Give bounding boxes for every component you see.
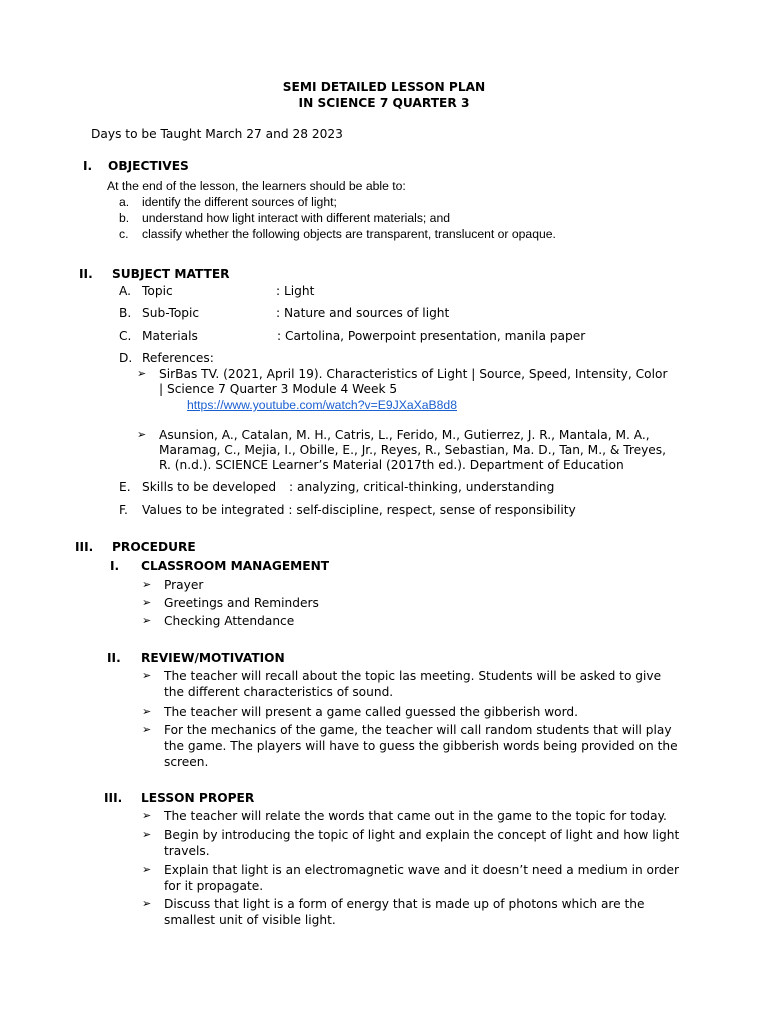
skills-letter: E. — [119, 480, 131, 494]
reference-1-line1: SirBas TV. (2021, April 19). Characteristics of Light | Source, Speed, Intensity, Color — [159, 367, 668, 381]
skills-label: Skills to be developed — [142, 480, 277, 494]
review-item-3-line2: the game. The players will have to guess the gibberish words being provided on the — [164, 739, 678, 753]
reference-2-line1: Asunsion, A., Catalan, M. H., Catris, L., Ferido, M., Gutierrez, J. R., Mantala, M. A., — [159, 428, 650, 442]
review-heading: REVIEW/MOTIVATION — [141, 651, 285, 665]
arrow-bullet-icon: ➢ — [142, 723, 152, 736]
lesson-proper-heading: LESSON PROPER — [141, 791, 255, 805]
arrow-bullet-icon: ➢ — [142, 809, 152, 822]
arrow-bullet-icon: ➢ — [137, 428, 147, 441]
procedure-numeral: III. — [75, 540, 94, 554]
arrow-bullet-icon: ➢ — [142, 828, 152, 841]
objective-letter: a. — [119, 195, 130, 209]
lesson-item-4-line2: smallest unit of visible light. — [164, 913, 336, 927]
classroom-item: Checking Attendance — [164, 614, 295, 628]
lesson-proper-numeral: III. — [104, 791, 123, 805]
classroom-item: Prayer — [164, 578, 204, 592]
references-letter: D. — [119, 351, 133, 365]
document-title-line1: SEMI DETAILED LESSON PLAN — [282, 80, 486, 94]
topic-value: : Light — [276, 284, 315, 298]
lesson-item-2-line1: Begin by introducing the topic of light and explain the concept of light and how light — [164, 828, 680, 842]
lesson-item-4-line1: Discuss that light is a form of energy that is made up of photons which are the — [164, 897, 645, 911]
arrow-bullet-icon: ➢ — [142, 669, 152, 682]
materials-value: : Cartolina, Powerpoint presentation, manila paper — [277, 329, 586, 343]
days-to-be-taught: Days to be Taught March 27 and 28 2023 — [91, 127, 343, 141]
arrow-bullet-icon: ➢ — [142, 705, 152, 718]
reference-2-line3: R. (n.d.). SCIENCE Learner’s Material (2017th ed.). Department of Education — [159, 458, 624, 472]
topic-label: Topic — [142, 284, 173, 298]
values-text: Values to be integrated : self-discipline, respect, sense of responsibility — [142, 503, 576, 517]
subject-matter-heading: SUBJECT MATTER — [112, 267, 230, 281]
review-item-3-line1: For the mechanics of the game, the teacher will call random students that will play — [164, 723, 672, 737]
topic-letter: A. — [119, 284, 131, 298]
reference-1-line2: | Science 7 Quarter 3 Module 4 Week 5 — [159, 382, 398, 396]
objectives-numeral: I. — [83, 159, 93, 173]
review-item-3-line3: screen. — [164, 755, 209, 769]
objective-letter: b. — [119, 211, 130, 225]
objectives-heading: OBJECTIVES — [108, 159, 189, 173]
objective-item: classify whether the following objects are transparent, translucent or opaque. — [142, 227, 556, 241]
document-title-line2: IN SCIENCE 7 QUARTER 3 — [298, 96, 470, 110]
objective-letter: c. — [119, 227, 129, 241]
subject-matter-numeral: II. — [79, 267, 93, 281]
classroom-management-heading: CLASSROOM MANAGEMENT — [141, 559, 330, 573]
reference-2-line2: Maramag, C., Mejia, I., Obille, E., Jr., Reyes, R., Sebastian, Ma. D., Tan, M., & Treyes, — [159, 443, 667, 457]
lesson-item-1: The teacher will relate the words that came out in the game to the topic for today. — [164, 809, 667, 823]
reference-1-link[interactable]: https://www.youtube.com/watch?v=E9JXaXaB8d8 — [187, 398, 457, 412]
procedure-heading: PROCEDURE — [112, 540, 196, 554]
references-label: References: — [142, 351, 214, 365]
subtopic-letter: B. — [119, 306, 132, 320]
materials-label: Materials — [142, 329, 198, 343]
review-item-2: The teacher will present a game called guessed the gibberish word. — [164, 705, 579, 719]
objective-item: identify the different sources of light; — [142, 195, 337, 209]
lesson-item-2-line2: travels. — [164, 844, 210, 858]
review-item-1-line2: the different characteristics of sound. — [164, 685, 394, 699]
arrow-bullet-icon: ➢ — [142, 863, 152, 876]
arrow-bullet-icon: ➢ — [142, 897, 152, 910]
lesson-item-3-line1: Explain that light is an electromagnetic wave and it doesn’t need a medium in order — [164, 863, 680, 877]
classroom-item: Greetings and Reminders — [164, 596, 319, 610]
review-item-1-line1: The teacher will recall about the topic las meeting. Students will be asked to give — [164, 669, 662, 683]
objective-item: understand how light interact with different materials; and — [142, 211, 451, 225]
values-letter: F. — [119, 503, 128, 517]
review-numeral: II. — [107, 651, 121, 665]
classroom-management-numeral: I. — [110, 559, 120, 573]
skills-value: : analyzing, critical-thinking, understanding — [289, 480, 555, 494]
objectives-intro: At the end of the lesson, the learners should be able to: — [107, 179, 406, 193]
arrow-bullet-icon: ➢ — [142, 578, 152, 591]
arrow-bullet-icon: ➢ — [142, 596, 152, 609]
arrow-bullet-icon: ➢ — [137, 367, 147, 380]
lesson-item-3-line2: for it propagate. — [164, 879, 264, 893]
subtopic-value: : Nature and sources of light — [276, 306, 450, 320]
materials-letter: C. — [119, 329, 132, 343]
arrow-bullet-icon: ➢ — [142, 614, 152, 627]
subtopic-label: Sub-Topic — [142, 306, 200, 320]
